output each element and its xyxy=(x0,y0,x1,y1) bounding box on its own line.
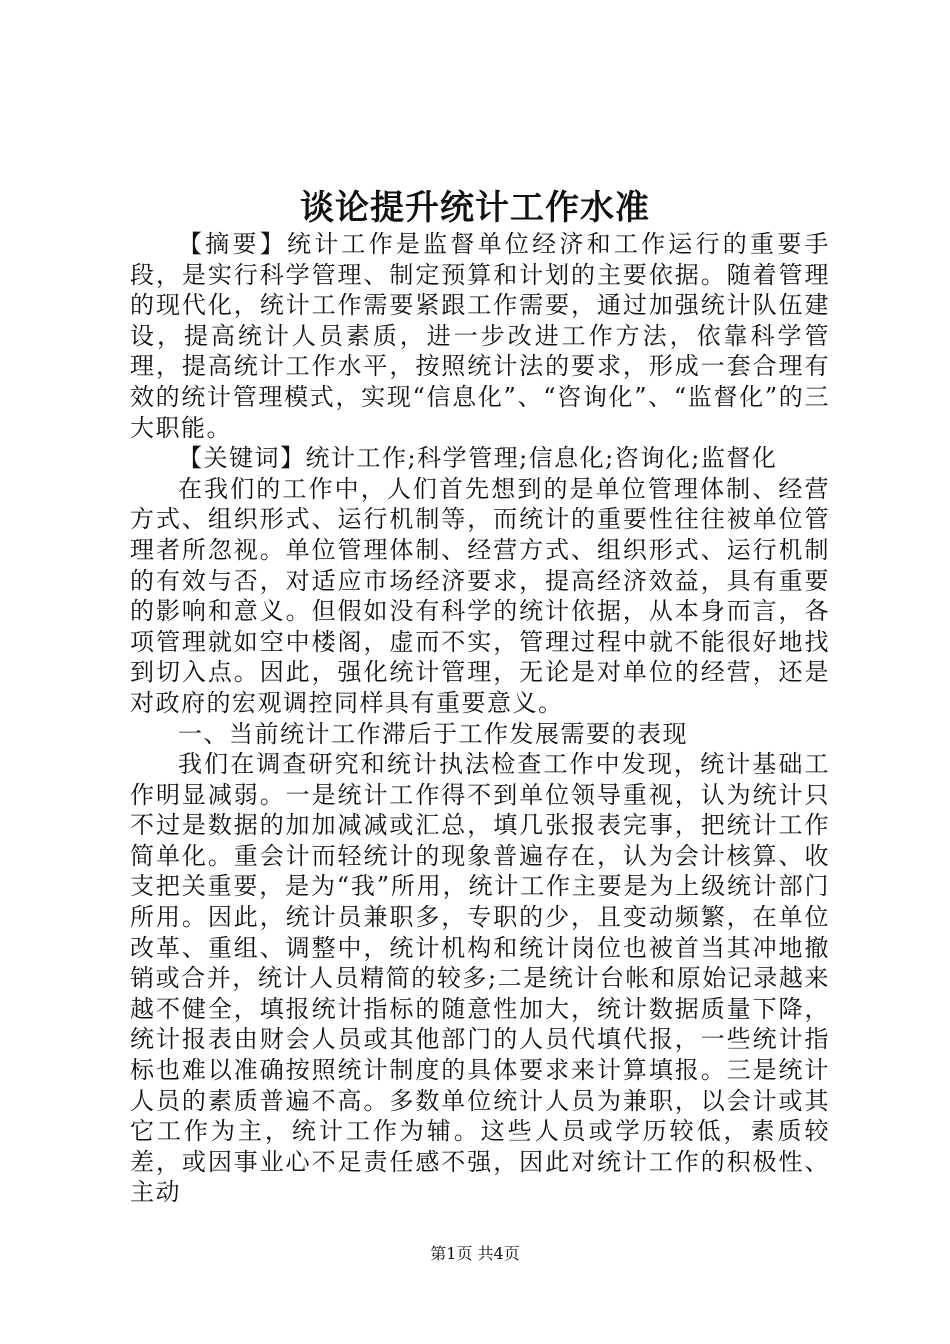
body-paragraph: 我们在调查研究和统计执法检查工作中发现，统计基础工作明显减弱。一是统计工作得不到单位领导重视，认为统计只不过是数据的加加减减或汇总，填几张报表完事，把统计工作简单化。重会计而轻统计的现象普遍存在，认为会计核算、收支把关重要，是为“我”所用，统计工作主要是为上级统计部门所用。因此，统计员兼职多，专职的少，且变动频繁，在单位改革、重组、调整中，统计机构和统计岗位也被首当其冲地撤销或合并，统计人员精简的较多;二是统计台帐和原始记录越来越不健全，填报统计指标的随意性加大，统计数据质量下降，统计报表由财会人员或其他部门的人员代填代报，一些统计指标也难以准确按照统计制度的具体要求来计算填报。三是统计人员的素质普遍不高。多数单位统计人员为兼职，以会计或其它工作为主，统计工作为辅。这些人员或学历较低，素质较差，或因事业心不足责任感不强，因此对统计工作的积极性、主动 xyxy=(130,750,830,1207)
intro-paragraph: 在我们的工作中，人们首先想到的是单位管理体制、经营方式、组织形式、运行机制等，而统计的重要性往往被单位管理者所忽视。单位管理体制、经营方式、组织形式、运行机制的有效与否，对适应市场经济要求，提高经济效益，具有重要的影响和意义。但假如没有科学的统计依据，从本身而言，各项管理就如空中楼阁，虚而不实，管理过程中就不能很好地找到切入点。因此，强化统计管理，无论是对单位的经营，还是对政府的宏观调控同样具有重要意义。 xyxy=(130,474,830,717)
section-heading: 一、当前统计工作滞后于工作发展需要的表现 xyxy=(178,719,688,748)
abstract-paragraph: 【摘要】统计工作是监督单位经济和工作运行的重要手段，是实行科学管理、制定预算和计划的主要依据。随着管理的现代化，统计工作需要紧跟工作需要，通过加强统计队伍建设，提高统计人员素质，进一步改进工作方法，依靠科学管理，提高统计工作水平，按照统计法的要求，形成一套合理有效的统计管理模式，实现“信息化”、“咨询化”、“监督化”的三大职能。 xyxy=(130,230,830,442)
page-number-footer: 第1页 共4页 xyxy=(430,1244,520,1263)
keywords-paragraph: 【关键词】统计工作;科学管理;信息化;咨询化;监督化 xyxy=(178,444,778,473)
page-title: 谈论提升统计工作水准 xyxy=(300,188,650,228)
document-body xyxy=(130,229,830,1208)
